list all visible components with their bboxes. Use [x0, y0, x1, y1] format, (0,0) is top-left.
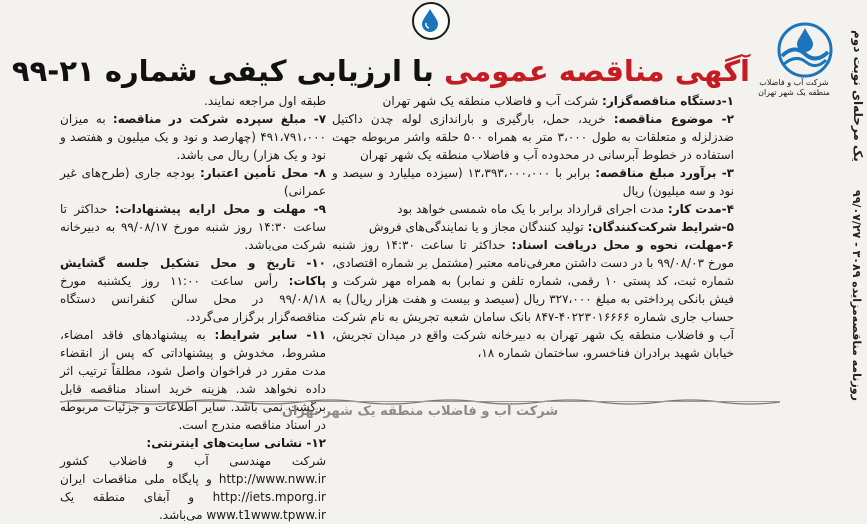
section-6: ۶-مهلت، نحوه و محل دریافت اسناد: حداکثر تا ساعت ۱۴:۳۰ روز شنبه مورخ ۹۹/۰۸/۰۳ با در دست داشتن معرفی‌نامه معتبر (مشتمل بر شماره اقتصادی، شماره ثبت، کد پستی ۱۰ رقمی، شماره تلفن و نمابر) به همراه مهر شرکت و فیش بانکی پرداختی به مبلغ ۳۲۷،۰۰۰ ریال (سیصد و بیست و هفت هزار ریال) به حساب جاری شماره ۴۰۲۲۳۰۱۶۶۶۶-۸۴۷ بانک سامان شعبه تجریش به نام شرکت آب و فاضلاب منطقه یک شهر تهران به دبیرخانه شرکت واقع در میدان تجریش، خیابان شهید برادران فناخسرو، ساختمان شماره ۱۸،: [332, 238, 735, 360]
section-5: ۵-شرایط شرکت‌کنندگان: تولید کنندگان مجاز و یا نمایندگی‌های فروش: [368, 220, 734, 234]
section-11: ۱۱- سایر شرایط: به پیشنهادهای فاقد امضاء، مشروط، مخدوش و پیشنهاداتی که پس از انقضاء مدت مقرر در فراخوان واصل شود، مطلقاً ترتیب اثر داده نخواهد شد. هزینه خرید اسناد مناقصه قابل برگشت نمی باشد. سایر اطلاعات و جزئیات مربوطه در اسناد مناقصه مندرج است.: [60, 328, 326, 432]
stage-label: یک مرحله‌ای: [851, 90, 865, 162]
section-8: ۸- محل تأمین اعتبار: بودجه جاری (طرح‌های غیر عمرانی): [60, 166, 326, 198]
title-part-2: با ارزیابی کیفی شماره ۲۱-۹۹: [11, 54, 434, 88]
page-title: [11, 54, 750, 88]
section-2: ۲- موضوع مناقصه: خرید، حمل، بارگیری و باراندازی لوله چدن داکتیل ضدزلزله و متعلقات به طول ۳،۰۰۰ متر به همراه ۵۰۰ حلقه واشر مربوطه جهت استفاده در خطوط آبرسانی در محدوده آب و فاضلاب منطقه یک شهر تهران: [332, 112, 734, 162]
footer-company-name: شرکت آب و فاضلاب منطقه یک شهر تهران: [281, 404, 559, 419]
water-drop-icon: [412, 2, 450, 40]
section-1: ۱-دستگاه مناقصه‌گزار: شرکت آب و فاضلاب منطقه یک شهر تهران: [382, 94, 734, 108]
section-6-continued: طبقه اول مراجعه نمایند.: [204, 94, 326, 108]
footer-bar: [60, 401, 780, 422]
section-4: ۴-مدت کار: مدت اجرای قرارداد برابر با یک ماه شمسی خواهد بود: [397, 202, 734, 216]
section-12-urls: شرکت مهندسی آب و فاضلاب کشور http://www.nww.ir و پایگاه ملی مناقصات ایران http://iets.mporg.ir و آبفای منطقه یک www.t1www.tpww.ir می‌باشد.: [60, 454, 326, 522]
section-7: ۷- مبلغ سپرده شرکت در مناقصه: به میزان ۴۹۱،۷۹۱،۰۰۰ (چهارصد و نود و یک میلیون و هفتصد و نود و یک هزار) ریال می باشد.: [60, 112, 327, 162]
newspaper-label: روزنامه مناقصه‌مزایده ۳۰۸۹ - ۹۹/۰۷/۲۷: [850, 190, 863, 401]
right-column: [332, 92, 734, 362]
title-part-1: آگهی مناقصه عمومی: [443, 54, 750, 88]
publication-round-label: [851, 30, 865, 162]
section-12: ۱۲- نشانی سایت‌های اینترنتی:: [146, 436, 326, 450]
left-column: [60, 92, 326, 524]
round-label: نوبت دوم: [851, 30, 865, 86]
section-10: ۱۰- تاریخ و محل تشکیل جلسه گشایش پاکات: رأس ساعت ۱۱:۰۰ روز یکشنبه مورخ ۹۹/۰۸/۱۸ در محل سالن کنفرانس دستگاه مناقصه‌گزار برگزار می‌گردد.: [60, 256, 327, 324]
section-9: ۹- مهلت و محل ارایه پیشنهادات: حداکثر تا ساعت ۱۴:۳۰ روز شنبه مورخ ۹۹/۰۸/۱۷ به دبیرخانه شرکت می‌باشد.: [60, 202, 326, 252]
logo-caption: شرکت آب و فاضلاب منطقه یک شهر تهران: [758, 78, 830, 97]
section-3: ۳- برآورد مبلغ مناقصه: برابر با ۱۳،۳۹۳،۰۰۰،۰۰۰ (سیزده میلیارد و سیصد و نود و سه میلیون) ریال: [332, 166, 734, 198]
